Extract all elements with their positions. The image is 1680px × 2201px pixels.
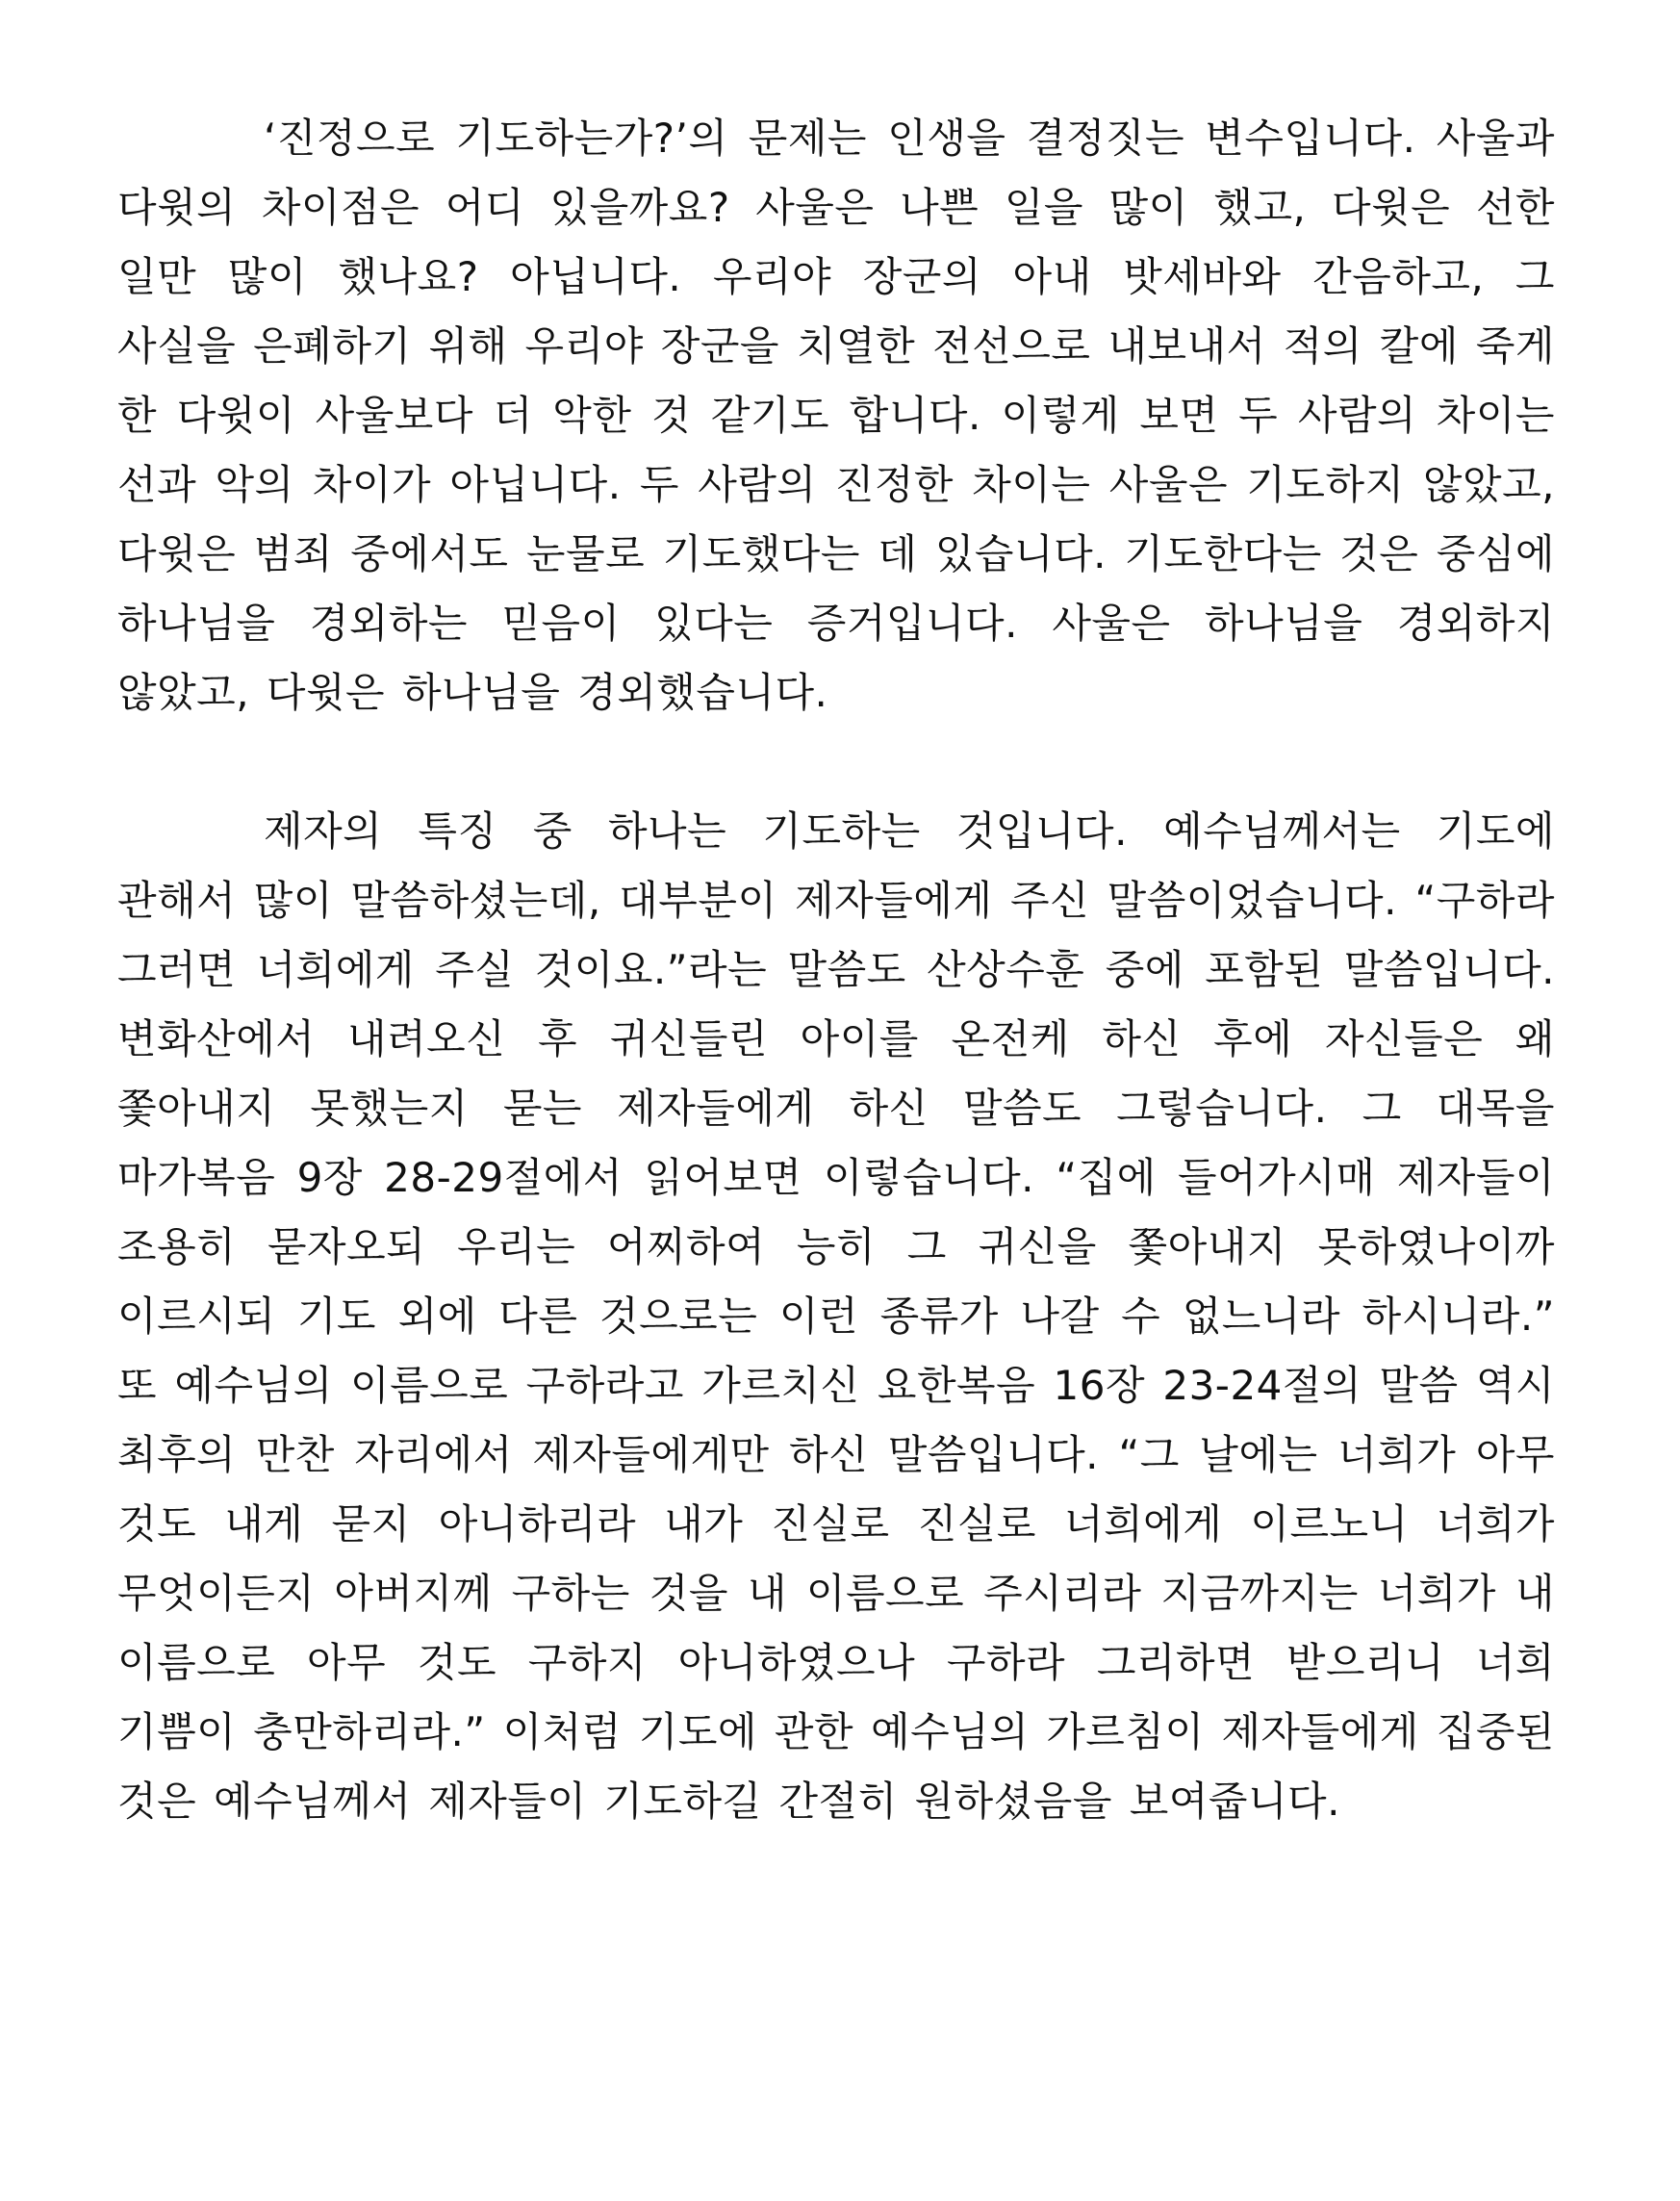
paragraph-1: ‘진정으로 기도하는가?’의 문제는 인생을 결정짓는 변수입니다. 사울과 다윗의 차이점은 어디 있을까요? 사울은 나쁜 일을 많이 했고, 다윗은 선한 일만 많이 했나요? 아닙니다. 우리야 장군의 아내 밧세바와 간음하고, 그 사실을 은폐하기 위해 우리야 장군을 치열한 전선으로 내보내서 적의 칼에 죽게 한 다윗이 사울보다 더 악한 것 같기도 합니다. 이렇게 보면 두 사람의 차이는 선과 악의 차이가 아닙니다. 두 사람의 진정한 차이는 사울은 기도하지 않았고, 다윗은 범죄 중에서도 눈물로 기도했다는 데 있습니다. 기도한다는 것은 중심에 하나님을 경외하는 믿음이 있다는 증거입니다. 사울은 하나님을 경외하지 않았고, 다윗은 하나님을 경외했습니다. — [117, 115, 1555, 716]
paragraph-2: 제자의 특징 중 하나는 기도하는 것입니다. 예수님께서는 기도에 관해서 많이 말씀하셨는데, 대부분이 제자들에게 주신 말씀이었습니다. “구하라 그러면 너희에게 주실 것이요.”라는 말씀도 산상수훈 중에 포함된 말씀입니다. 변화산에서 내려오신 후 귀신들린 아이를 온전케 하신 후에 자신들은 왜 쫓아내지 못했는지 묻는 제자들에게 하신 말씀도 그렇습니다. 그 대목을 마가복음 9장 28-29절에서 읽어보면 이렇습니다. “집에 들어가시매 제자들이 조용히 묻자오되 우리는 어찌하여 능히 그 귀신을 쫓아내지 못하였나이까 이르시되 기도 외에 다른 것으로는 이런 종류가 나갈 수 없느니라 하시니라.” 또 예수님의 이름으로 구하라고 가르치신 요한복음 16장 23-24절의 말씀 역시 최후의 만찬 자리에서 제자들에게만 하신 말씀입니다. “그 날에는 너희가 아무 것도 내게 묻지 아니하리라 내가 진실로 진실로 너희에게 이르노니 너희가 무엇이든지 아버지께 구하는 것을 내 이름으로 주시리라 지금까지는 너희가 내 이름으로 아무 것도 구하지 아니하였으나 구하라 그리하면 받으리니 너희 기쁨이 충만하리라.” 이처럼 기도에 관한 예수님의 가르침이 제자들에게 집중된 것은 예수님께서 제자들이 기도하길 간절히 원하셨음을 보여줍니다. — [117, 807, 1555, 1825]
